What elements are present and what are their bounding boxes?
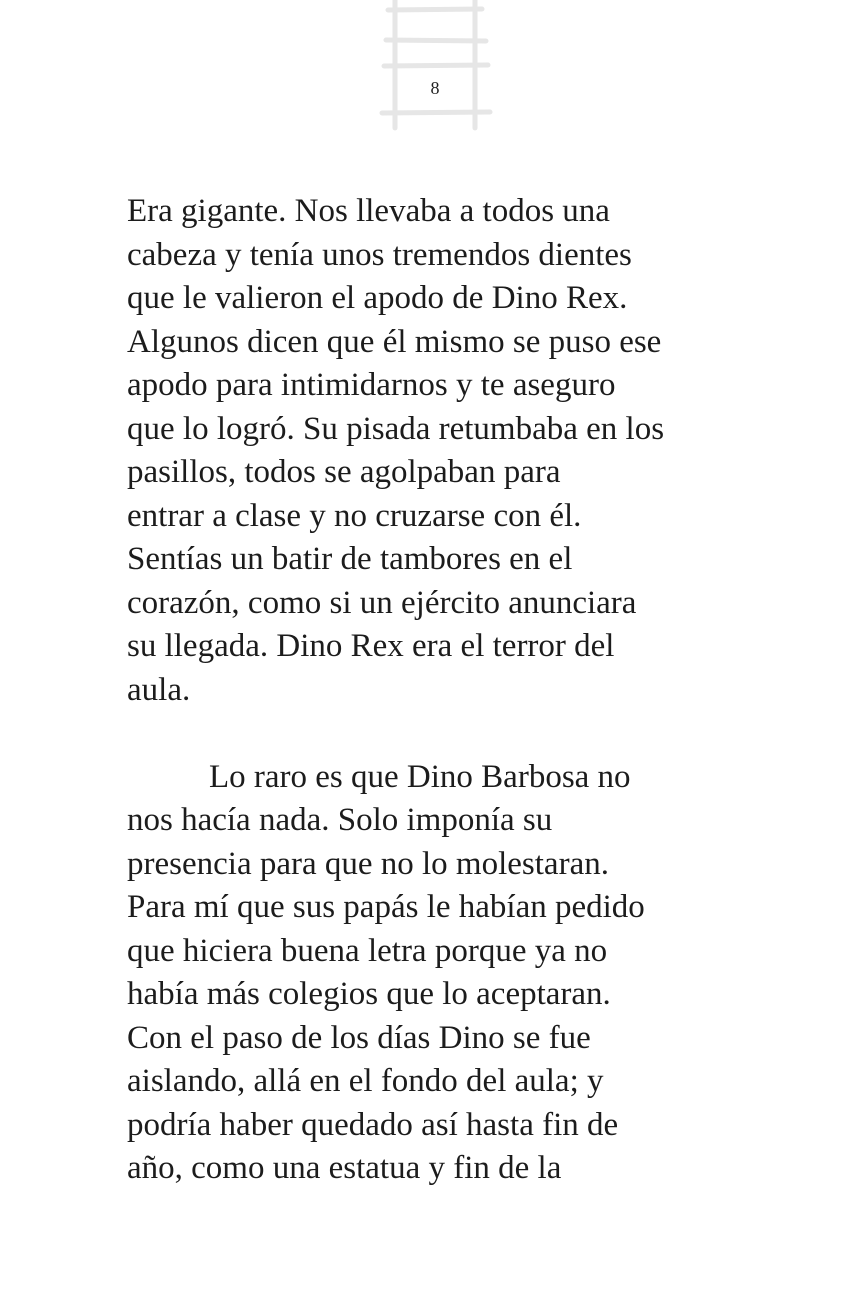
text-line: aislando, allá en el fondo del aula; y [127, 1063, 604, 1099]
text-line: Lo raro es que Dino Barbosa no [209, 758, 631, 795]
paragraph [127, 190, 767, 712]
page-header [378, 0, 498, 135]
text-line: aula. [127, 671, 191, 708]
text-line: año, como una estatua y fin de la [127, 1150, 562, 1186]
page-number: 8 [430, 78, 440, 98]
text-line: podría haber quedado así hasta fin de [127, 1106, 619, 1143]
paragraph [127, 756, 767, 1191]
text-line: pasillos, todos se agolpaban para [127, 454, 561, 490]
text-line: que hiciera buena letra porque ya no [127, 932, 608, 969]
ladder-ornament-icon [378, 0, 498, 135]
text-line: apodo para intimidarnos y te aseguro [127, 367, 616, 403]
text-line: Para mí que sus papás le habían pedido [127, 889, 645, 925]
text-line: presencia para que no lo molestaran. [127, 845, 609, 882]
text-line: que lo logró. Su pisada retumbaba en los [127, 410, 665, 447]
text-line: que le valieron el apodo de Dino Rex. [127, 280, 628, 316]
paragraph-gap [127, 712, 767, 756]
text-line: había más colegios que lo aceptaran. [127, 976, 611, 1012]
text-line: nos hacía nada. Solo imponía su [127, 802, 553, 838]
text-line: Con el paso de los días Dino se fue [127, 1019, 591, 1056]
text-line: Algunos dicen que él mismo se puso ese [127, 323, 662, 360]
text-line: entrar a clase y no cruzarse con él. [127, 497, 582, 534]
text-line: Era gigante. Nos llevaba a todos una [127, 193, 610, 229]
text-line: corazón, como si un ejército anunciara [127, 584, 637, 621]
text-line: su llegada. Dino Rex era el terror del [127, 628, 615, 664]
text-line: cabeza y tenía unos tremendos dientes [127, 236, 632, 273]
body-text [127, 190, 767, 1191]
text-line: Sentías un batir de tambores en el [127, 541, 573, 577]
